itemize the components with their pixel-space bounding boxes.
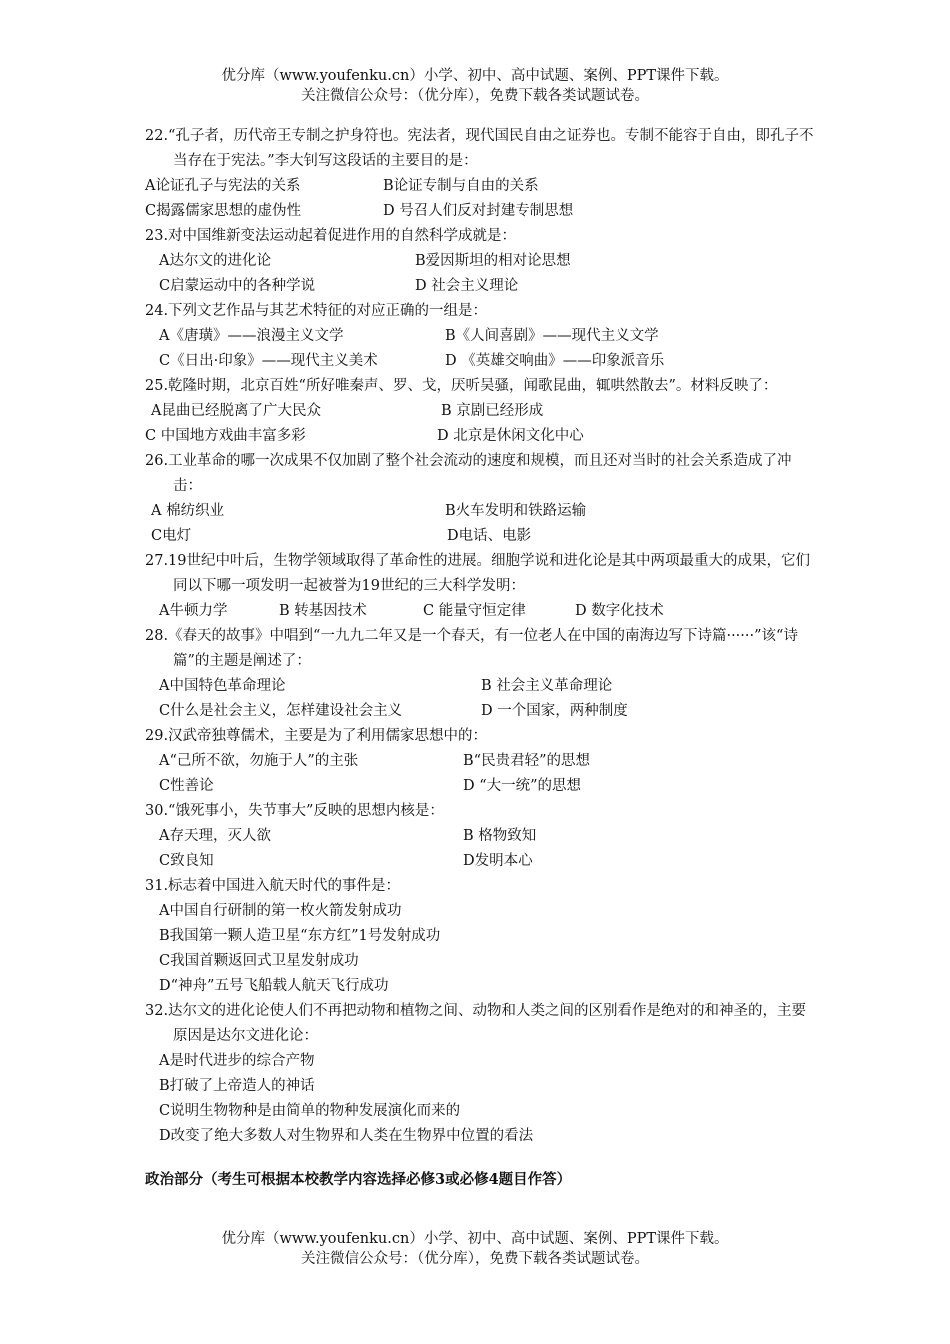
answer-option: D 数字化技术 xyxy=(575,603,664,619)
answer-option: A中国自行研制的第一枚火箭发射成功 xyxy=(159,903,402,919)
answer-option: A“己所不欲，勿施于人”的主张 xyxy=(159,753,359,769)
option-row xyxy=(145,949,815,974)
answer-option: D 号召人们反对封建专制思想 xyxy=(383,203,574,219)
option-row xyxy=(145,249,815,274)
answer-option: B“民贵君轻”的思想 xyxy=(463,753,590,769)
answer-option: D 《英雄交响曲》——印象派音乐 xyxy=(445,353,665,369)
option-row xyxy=(145,1099,815,1124)
answer-option: B我国第一颗人造卫星“东方红”1号发射成功 xyxy=(159,928,441,944)
answer-option: A存天理，灭人欲 xyxy=(159,828,271,844)
option-row xyxy=(145,1074,815,1099)
answer-option: B论证专制与自由的关系 xyxy=(383,178,539,194)
option-row xyxy=(145,849,815,874)
answer-option: D改变了绝大多数人对生物界和人类在生物界中位置的看法 xyxy=(159,1128,534,1144)
option-row xyxy=(145,424,815,449)
question-stem: 29.汉武帝独尊儒术，主要是为了利用儒家思想中的： xyxy=(145,728,488,744)
question-25 xyxy=(145,374,815,449)
answer-option: B 格物致知 xyxy=(463,828,537,844)
question-22 xyxy=(145,124,815,224)
question-30 xyxy=(145,799,815,874)
answer-option: C启蒙运动中的各种学说 xyxy=(159,278,316,294)
page-header xyxy=(0,66,950,106)
answer-option: C 能量守恒定律 xyxy=(423,603,526,619)
option-row xyxy=(145,1049,815,1074)
option-row xyxy=(145,324,815,349)
question-stem: 30.“饿死事小，失节事大”反映的思想内核是： xyxy=(145,803,444,819)
answer-option: B 社会主义革命理论 xyxy=(481,678,613,694)
option-row xyxy=(145,749,815,774)
answer-option: B爱因斯坦的相对论思想 xyxy=(415,253,571,269)
option-row xyxy=(145,974,815,999)
answer-option: D 一个国家，两种制度 xyxy=(481,703,628,719)
answer-option: D“神舟”五号飞船载人航天飞行成功 xyxy=(159,978,389,994)
option-row xyxy=(145,824,815,849)
option-row xyxy=(145,1124,815,1149)
answer-option: A牛顿力学 xyxy=(159,603,228,619)
option-row xyxy=(145,199,815,224)
answer-option: D发明本心 xyxy=(463,853,533,869)
question-27 xyxy=(145,549,815,624)
header-line-1: 优分库（www.youfenku.cn）小学、初中、高中试题、案例、PPT课件下载。 xyxy=(221,68,729,84)
answer-option: A达尔文的进化论 xyxy=(159,253,271,269)
question-stem: 28.《春天的故事》中唱到“一九九二年又是一个春天，有一位老人在中国的南海边写下诗篇······”该“诗篇”的主题是阐述了： xyxy=(145,628,798,669)
answer-option: D “大一统”的思想 xyxy=(463,778,582,794)
answer-option: A论证孔子与宪法的关系 xyxy=(145,178,301,194)
option-row xyxy=(145,174,815,199)
question-stem: 23.对中国维新变法运动起着促进作用的自然科学成就是： xyxy=(145,228,517,244)
question-stem: 32.达尔文的进化论使人们不再把动物和植物之间、动物和人类之间的区别看作是绝对的和神圣的，主要原因是达尔文进化论： xyxy=(145,1003,807,1044)
answer-option: D电话、电影 xyxy=(447,528,532,544)
answer-option: D 北京是休闲文化中心 xyxy=(437,428,584,444)
option-row xyxy=(145,899,815,924)
answer-option: A是时代进步的综合产物 xyxy=(159,1053,315,1069)
question-32 xyxy=(145,999,815,1149)
question-stem: 24.下列文艺作品与其艺术特征的对应正确的一组是： xyxy=(145,303,488,319)
option-row xyxy=(145,274,815,299)
option-row xyxy=(145,774,815,799)
question-stem: 31.标志着中国进入航天时代的事件是： xyxy=(145,878,401,894)
option-row xyxy=(145,499,815,524)
option-row xyxy=(145,674,815,699)
answer-option: C电灯 xyxy=(151,528,192,544)
footer-line-2: 关注微信公众号：（优分库），免费下载各类试题试卷。 xyxy=(301,1251,649,1267)
answer-option: D 社会主义理论 xyxy=(415,278,519,294)
question-31 xyxy=(145,874,815,999)
answer-option: A《唐璜》——浪漫主义文学 xyxy=(159,328,344,344)
answer-option: C性善论 xyxy=(159,778,214,794)
answer-option: C我国首颗返回式卫星发射成功 xyxy=(159,953,359,969)
question-28 xyxy=(145,624,815,724)
answer-option: A 棉纺织业 xyxy=(151,503,225,519)
footer-line-1: 优分库（www.youfenku.cn）小学、初中、高中试题、案例、PPT课件下载。 xyxy=(221,1231,729,1247)
question-29 xyxy=(145,724,815,799)
answer-option: C 中国地方戏曲丰富多彩 xyxy=(145,428,306,444)
answer-option: B 转基因技术 xyxy=(279,603,367,619)
answer-option: C什么是社会主义，怎样建设社会主义 xyxy=(159,703,403,719)
question-stem: 27.19世纪中叶后，生物学领域取得了革命性的进展。细胞学说和进化论是其中两项最重大的成果，它们同以下哪一项发明一起被誉为19世纪的三大科学发明： xyxy=(145,553,811,594)
question-24 xyxy=(145,299,815,374)
question-stem: 25.乾隆时期，北京百姓“所好唯秦声、罗、戈，厌听吴骚，闻歌昆曲，辄哄然散去”。材料反映了： xyxy=(145,378,778,394)
option-row xyxy=(145,349,815,374)
question-23 xyxy=(145,224,815,299)
option-row xyxy=(145,599,815,624)
option-row xyxy=(145,699,815,724)
page-footer xyxy=(0,1229,950,1269)
answer-option: A昆曲已经脱离了广大民众 xyxy=(151,403,321,419)
answer-option: A中国特色革命理论 xyxy=(159,678,286,694)
answer-option: C致良知 xyxy=(159,853,214,869)
section-title: 政治部分（考生可根据本校教学内容选择必修3或必修4题目作答） xyxy=(145,1171,572,1188)
answer-option: B《人间喜剧》——现代主义文学 xyxy=(445,328,659,344)
option-row xyxy=(145,524,815,549)
question-stem: 22.“孔子者，历代帝王专制之护身符也。宪法者，现代国民自由之证券也。专制不能容于自由，即孔子不当存在于宪法。”李大钊写这段话的主要目的是： xyxy=(145,128,814,169)
answer-option: B火车发明和铁路运输 xyxy=(445,503,587,519)
answer-option: B打破了上帝造人的神话 xyxy=(159,1078,315,1094)
answer-option: C说明生物物种是由简单的物种发展演化而来的 xyxy=(159,1103,461,1119)
answer-option: C《日出·印象》——现代主义美术 xyxy=(159,353,378,369)
answer-option: C揭露儒家思想的虚伪性 xyxy=(145,203,302,219)
answer-option: B 京剧已经形成 xyxy=(441,403,544,419)
question-stem: 26.工业革命的哪一次成果不仅加剧了整个社会流动的速度和规模，而且还对当时的社会关系造成了冲击： xyxy=(145,453,792,494)
question-26 xyxy=(145,449,815,549)
option-row xyxy=(145,399,815,424)
question-list xyxy=(145,124,815,1192)
option-row xyxy=(145,924,815,949)
header-line-2: 关注微信公众号：（优分库），免费下载各类试题试卷。 xyxy=(301,88,649,104)
